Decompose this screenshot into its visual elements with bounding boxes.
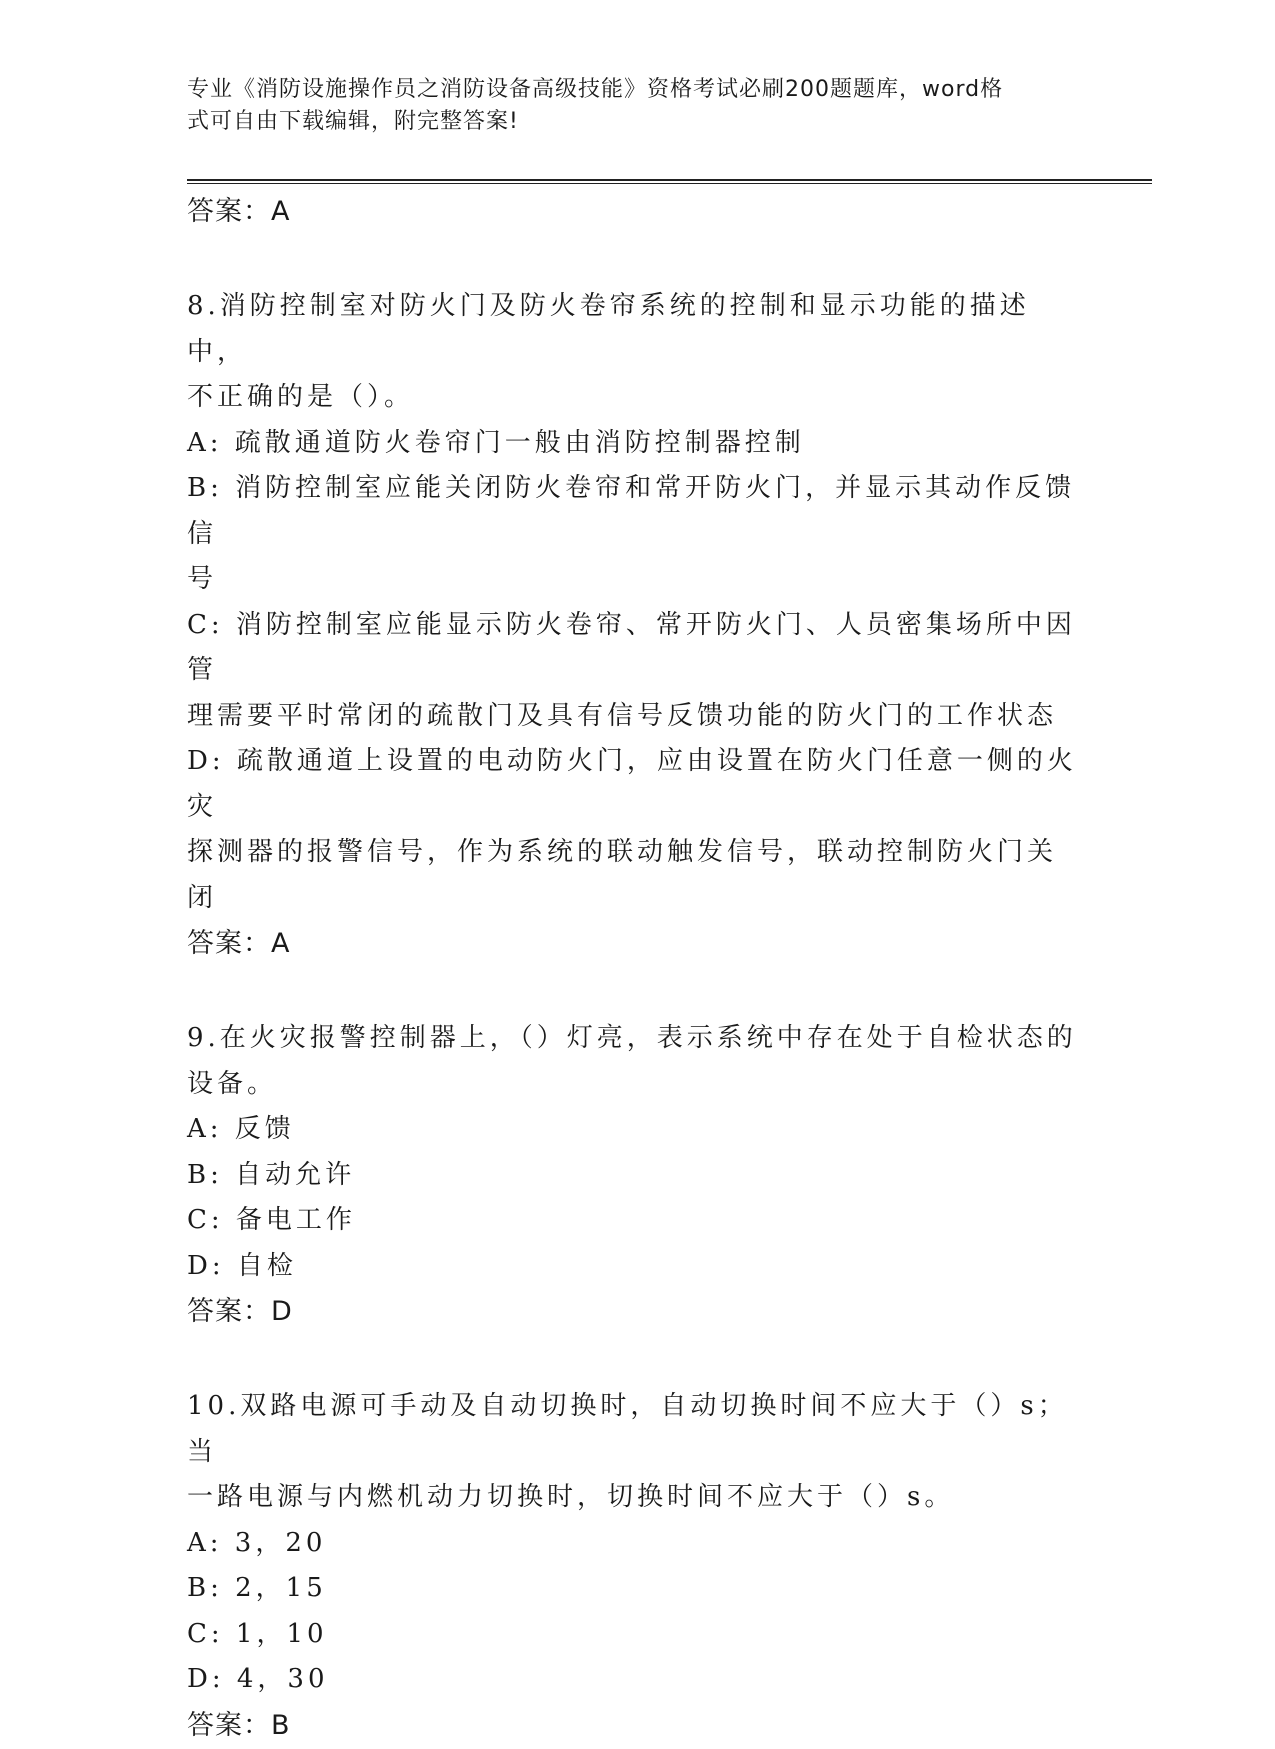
option-d: D: 4，30 (187, 1664, 329, 1694)
option-a: A: 反馈 (187, 1114, 295, 1144)
option-b: B: 自动允许 (187, 1159, 356, 1190)
header-divider-thick (187, 179, 1152, 181)
option-c: C: 1，10 (187, 1618, 328, 1649)
option-b-continued: 号 (187, 564, 218, 594)
header-divider-thin (187, 183, 1152, 184)
option-d: D: 疏散通道上设置的电动防火门，应由设置在防火门任意一侧的火灾 (187, 746, 1077, 822)
question-list (187, 189, 1077, 1749)
answer-line: 答案：A (187, 928, 291, 959)
answer-line: 答案：D (187, 1296, 293, 1327)
option-a: A: 疏散通道防火卷帘门一般由消防控制器控制 (187, 427, 805, 458)
option-d-continued: 探测器的报警信号，作为系统的联动触发信号，联动控制防火门关闭 (187, 837, 1058, 913)
option-b: B: 消防控制室应能关闭防火卷帘和常开防火门，并显示其动作反馈信 (187, 473, 1076, 549)
option-c: C: 备电工作 (187, 1205, 356, 1235)
option-b: B: 2，15 (187, 1573, 327, 1603)
answer-line: 答案：A (187, 196, 291, 227)
question-text-line: 10.双路电源可手动及自动切换时，自动切换时间不应大于（）s；当 (187, 1391, 1068, 1467)
answer-line: 答案：B (187, 1709, 291, 1741)
spacer (187, 235, 1077, 284)
header-line-2: 式可自由下载编辑，附完整答案! (187, 109, 519, 134)
question-10 (187, 1384, 1077, 1749)
option-c: C: 消防控制室应能显示防火卷帘、常开防火门、人员密集场所中因管 (187, 609, 1076, 685)
spacer (187, 1335, 1077, 1384)
question-text-line: 不正确的是（）。 (187, 382, 415, 412)
header-line-1: 专业《消防设施操作员之消防设备高级技能》资格考试必刷200题题库，word格 (187, 77, 1004, 102)
option-a: A: 3，20 (187, 1527, 327, 1558)
spacer (187, 967, 1077, 1016)
question-text-line: 设备。 (187, 1068, 278, 1099)
question-text-line: 8.消防控制室对防火门及防火卷帘系统的控制和显示功能的描述中， (187, 291, 1030, 367)
option-c-continued: 理需要平时常闭的疏散门及具有信号反馈功能的防火门的工作状态 (187, 700, 1058, 731)
question-text-line: 一路电源与内燃机动力切换时，切换时间不应大于（）s。 (187, 1482, 955, 1512)
document-header (187, 74, 1087, 138)
question-9 (187, 1016, 1077, 1335)
option-d: D: 自检 (187, 1250, 297, 1281)
question-text-line: 9.在火灾报警控制器上，（）灯亮，表示系统中存在处于自检状态的 (187, 1023, 1077, 1053)
question-8 (187, 284, 1077, 967)
